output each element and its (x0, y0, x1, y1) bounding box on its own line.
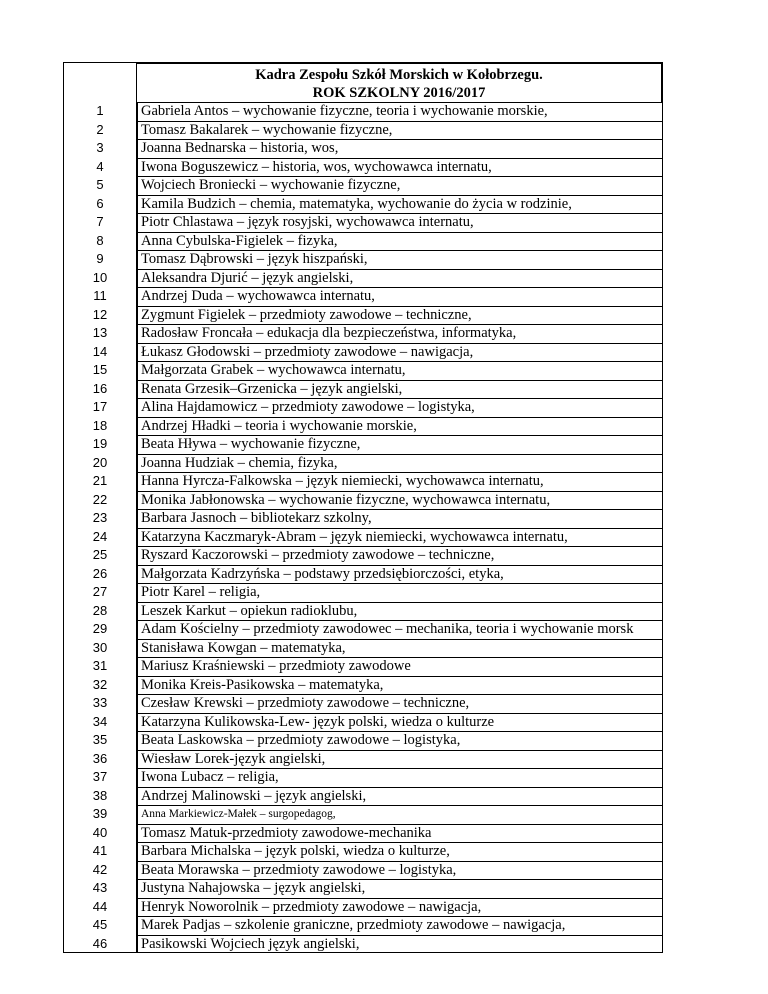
table-row (63, 102, 663, 121)
row-staff-entry: Stanisława Kowgan – matematyka, (137, 639, 663, 658)
row-staff-entry: Małgorzata Grabek – wychowawca internatu, (137, 361, 663, 380)
table-row (63, 805, 663, 824)
row-staff-entry: Iwona Boguszewicz – historia, wos, wychowawca internatu, (137, 158, 663, 177)
row-number: 29 (63, 620, 137, 639)
table-row (63, 509, 663, 528)
table-row (63, 435, 663, 454)
table-row (63, 565, 663, 584)
table-row (63, 491, 663, 510)
row-number: 10 (63, 269, 137, 288)
row-number: 32 (63, 676, 137, 695)
row-staff-entry: Monika Kreis-Pasikowska – matematyka, (137, 676, 663, 695)
row-number: 28 (63, 602, 137, 621)
row-number: 17 (63, 398, 137, 417)
table-row (63, 158, 663, 177)
row-staff-entry: Beata Hływa – wychowanie fizyczne, (137, 435, 663, 454)
table-row (63, 361, 663, 380)
row-number: 11 (63, 287, 137, 306)
row-staff-entry: Tomasz Bakalarek – wychowanie fizyczne, (137, 121, 663, 140)
row-staff-entry: Radosław Froncała – edukacja dla bezpieczeństwa, informatyka, (137, 324, 663, 343)
row-staff-entry: Leszek Karkut – opiekun radioklubu, (137, 602, 663, 621)
row-staff-entry: Henryk Noworolnik – przedmioty zawodowe – nawigacja, (137, 898, 663, 917)
row-staff-entry: Joanna Bednarska – historia, wos, (137, 139, 663, 158)
row-number: 31 (63, 657, 137, 676)
table-row (63, 842, 663, 861)
row-staff-entry: Aleksandra Djurić – język angielski, (137, 269, 663, 288)
table-row (63, 546, 663, 565)
row-staff-entry: Renata Grzesik–Grzenicka – język angielski, (137, 380, 663, 399)
row-staff-entry: Monika Jabłonowska – wychowanie fizyczne, wychowawca internatu, (137, 491, 663, 510)
row-staff-entry: Piotr Chlastawa – język rosyjski, wychowawca internatu, (137, 213, 663, 232)
table-row (63, 657, 663, 676)
row-staff-entry: Gabriela Antos – wychowanie fizyczne, teoria i wychowanie morskie, (137, 102, 663, 121)
row-number: 3 (63, 139, 137, 158)
row-number: 36 (63, 750, 137, 769)
row-number: 42 (63, 861, 137, 880)
row-staff-entry: Małgorzata Kadrzyńska – podstawy przedsiębiorczości, etyka, (137, 565, 663, 584)
table-row (63, 602, 663, 621)
table-title (137, 62, 663, 102)
row-staff-entry: Kamila Budzich – chemia, matematyka, wychowanie do życia w rodzinie, (137, 195, 663, 214)
table-row (63, 768, 663, 787)
row-number: 14 (63, 343, 137, 362)
table-row (63, 250, 663, 269)
row-number: 4 (63, 158, 137, 177)
table-row (63, 324, 663, 343)
table-row (63, 528, 663, 547)
row-number: 8 (63, 232, 137, 251)
row-staff-entry: Beata Laskowska – przedmioty zawodowe – logistyka, (137, 731, 663, 750)
table-row (63, 398, 663, 417)
row-number: 39 (63, 805, 137, 824)
row-number: 20 (63, 454, 137, 473)
row-staff-entry: Tomasz Dąbrowski – język hiszpański, (137, 250, 663, 269)
table-row (63, 898, 663, 917)
table-row (63, 232, 663, 251)
table-row (63, 472, 663, 491)
row-number: 34 (63, 713, 137, 732)
row-number: 9 (63, 250, 137, 269)
row-number: 15 (63, 361, 137, 380)
row-number: 23 (63, 509, 137, 528)
table-row (63, 380, 663, 399)
row-staff-entry: Joanna Hudziak – chemia, fizyka, (137, 454, 663, 473)
row-staff-entry: Ryszard Kaczorowski – przedmioty zawodowe – techniczne, (137, 546, 663, 565)
row-staff-entry: Marek Padjas – szkolenie graniczne, przedmioty zawodowe – nawigacja, (137, 916, 663, 935)
row-staff-entry: Katarzyna Kulikowska-Lew- język polski, wiedza o kulturze (137, 713, 663, 732)
table-row (63, 306, 663, 325)
row-staff-entry: Zygmunt Figielek – przedmioty zawodowe – techniczne, (137, 306, 663, 325)
row-staff-entry: Piotr Karel – religia, (137, 583, 663, 602)
table-body (63, 102, 663, 953)
row-staff-entry: Hanna Hyrcza-Falkowska – język niemiecki, wychowawca internatu, (137, 472, 663, 491)
table-row (63, 176, 663, 195)
row-number: 26 (63, 565, 137, 584)
row-number: 44 (63, 898, 137, 917)
row-number: 2 (63, 121, 137, 140)
row-number: 18 (63, 417, 137, 436)
row-number: 35 (63, 731, 137, 750)
row-number: 40 (63, 824, 137, 843)
row-staff-entry: Barbara Michalska – język polski, wiedza o kulturze, (137, 842, 663, 861)
row-number: 43 (63, 879, 137, 898)
table-row (63, 861, 663, 880)
table-row (63, 676, 663, 695)
row-staff-entry: Anna Cybulska-Figielek – fizyka, (137, 232, 663, 251)
row-number: 45 (63, 916, 137, 935)
row-number: 30 (63, 639, 137, 658)
table-row (63, 750, 663, 769)
table-row (63, 139, 663, 158)
row-staff-entry: Beata Morawska – przedmioty zawodowe – logistyka, (137, 861, 663, 880)
table-row (63, 787, 663, 806)
table-row (63, 287, 663, 306)
table-row (63, 620, 663, 639)
row-staff-entry: Mariusz Kraśniewski – przedmioty zawodowe (137, 657, 663, 676)
row-number: 22 (63, 491, 137, 510)
row-staff-entry: Justyna Nahajowska – język angielski, (137, 879, 663, 898)
row-staff-entry: Wiesław Lorek-język angielski, (137, 750, 663, 769)
table-row (63, 916, 663, 935)
table-row (63, 213, 663, 232)
row-number: 27 (63, 583, 137, 602)
row-staff-entry: Iwona Lubacz – religia, (137, 768, 663, 787)
row-staff-entry: Katarzyna Kaczmaryk-Abram – język niemiecki, wychowawca internatu, (137, 528, 663, 547)
table-row (63, 713, 663, 732)
row-number: 25 (63, 546, 137, 565)
table-row (63, 731, 663, 750)
row-staff-entry: Alina Hajdamowicz – przedmioty zawodowe – logistyka, (137, 398, 663, 417)
row-staff-entry: Andrzej Malinowski – język angielski, (137, 787, 663, 806)
row-staff-entry: Wojciech Broniecki – wychowanie fizyczne, (137, 176, 663, 195)
table-row (63, 417, 663, 436)
row-number: 24 (63, 528, 137, 547)
staff-table (63, 62, 663, 953)
row-staff-entry: Andrzej Hładki – teoria i wychowanie morskie, (137, 417, 663, 436)
row-number: 21 (63, 472, 137, 491)
row-staff-entry: Pasikowski Wojciech język angielski, (137, 935, 663, 954)
number-header-cell (63, 62, 137, 102)
row-number: 16 (63, 380, 137, 399)
row-staff-entry: Adam Kościelny – przedmioty zawodowec – mechanika, teoria i wychowanie morsk (137, 620, 663, 639)
row-number: 19 (63, 435, 137, 454)
table-row (63, 454, 663, 473)
row-number: 41 (63, 842, 137, 861)
row-number: 1 (63, 102, 137, 121)
row-number: 46 (63, 935, 137, 954)
table-row (63, 583, 663, 602)
row-staff-entry: Tomasz Matuk-przedmioty zawodowe-mechanika (137, 824, 663, 843)
row-staff-entry: Anna Markiewicz-Małek – surgopedagog, (137, 805, 663, 824)
row-number: 6 (63, 195, 137, 214)
row-number: 38 (63, 787, 137, 806)
table-header (63, 62, 663, 102)
table-row (63, 935, 663, 954)
row-number: 5 (63, 176, 137, 195)
row-number: 37 (63, 768, 137, 787)
table-row (63, 269, 663, 288)
row-staff-entry: Barbara Jasnoch – bibliotekarz szkolny, (137, 509, 663, 528)
row-staff-entry: Łukasz Głodowski – przedmioty zawodowe – nawigacja, (137, 343, 663, 362)
table-row (63, 879, 663, 898)
table-row (63, 824, 663, 843)
row-staff-entry: Czesław Krewski – przedmioty zawodowe – techniczne, (137, 694, 663, 713)
table-row (63, 639, 663, 658)
table-row (63, 121, 663, 140)
title-line-2: ROK SZKOLNY 2016/2017 (312, 85, 486, 101)
table-row (63, 694, 663, 713)
row-number: 13 (63, 324, 137, 343)
row-number: 12 (63, 306, 137, 325)
row-number: 33 (63, 694, 137, 713)
table-row (63, 343, 663, 362)
row-number: 7 (63, 213, 137, 232)
row-staff-entry: Andrzej Duda – wychowawca internatu, (137, 287, 663, 306)
title-line-1: Kadra Zespołu Szkół Morskich w Kołobrzegu. (255, 67, 543, 83)
table-row (63, 195, 663, 214)
